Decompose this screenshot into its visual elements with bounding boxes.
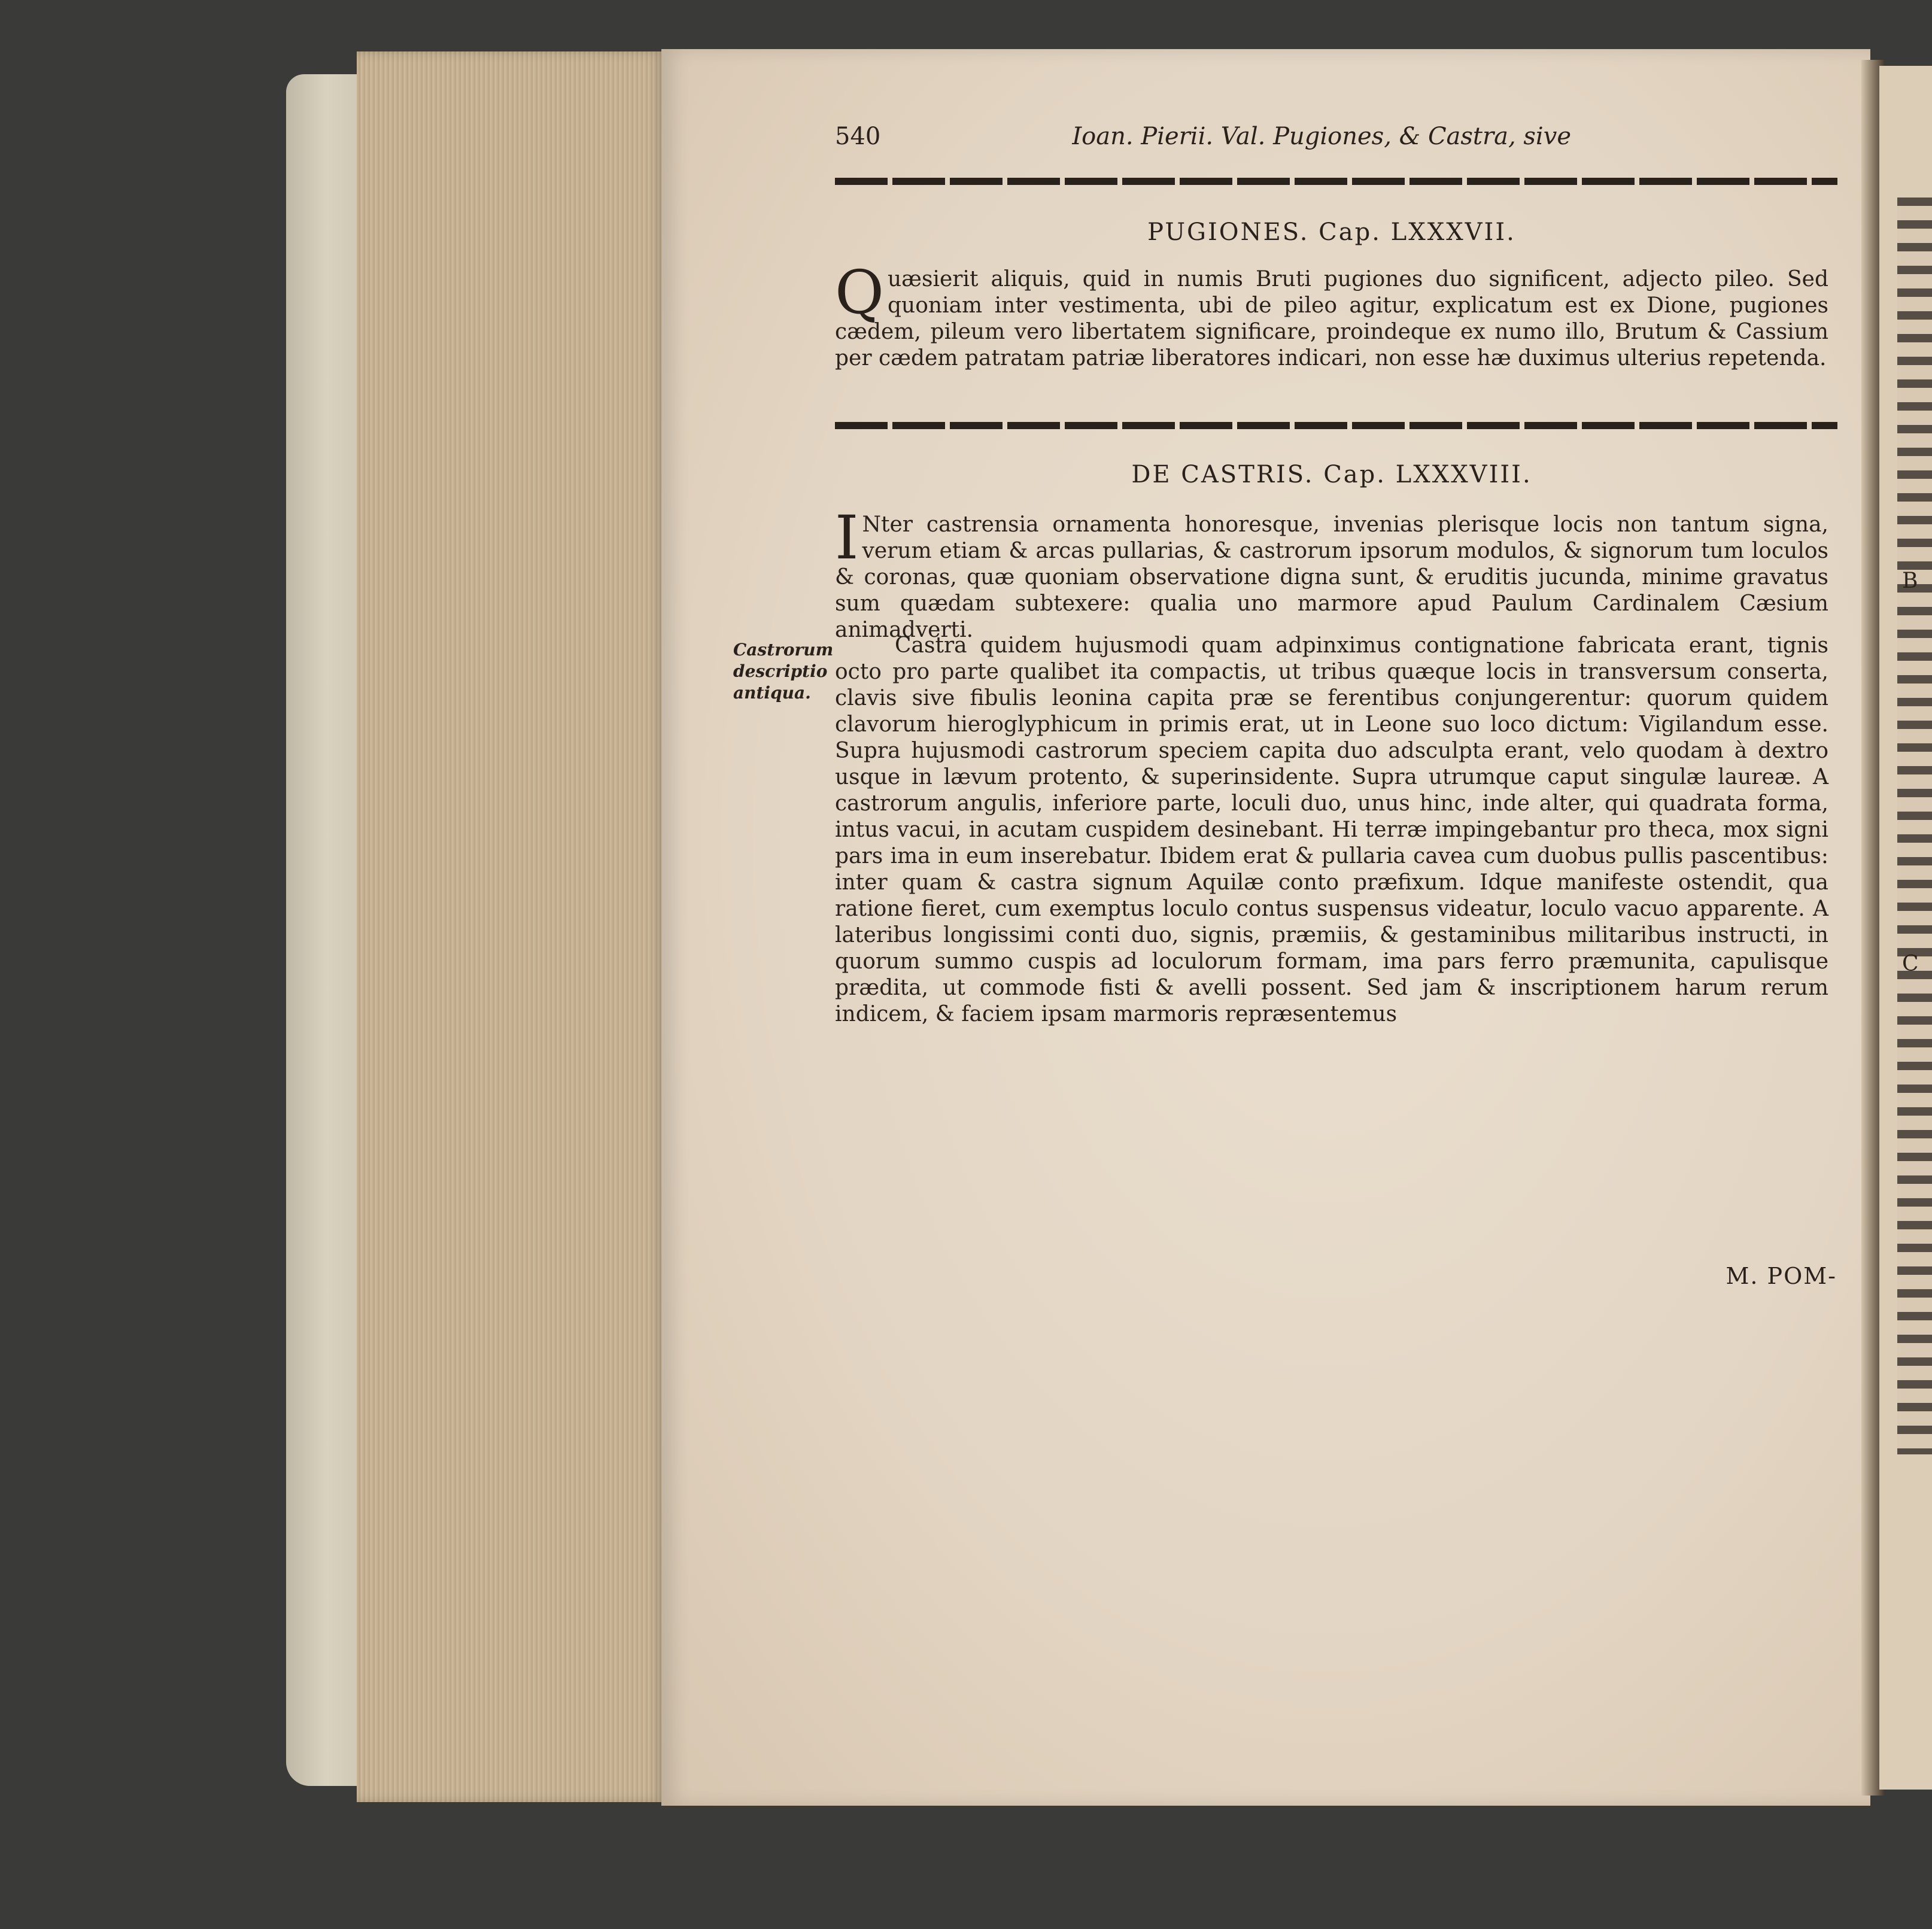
- chapter-paragraph: Castra quidem hujusmodi quam adpinximus contignatione fabricata erant, tignis octo pro parte qualibet ita compactis, ut tribus quæque locis in transversum conserta, clavis sive fibulis leonina capita præ se ferentibus conjungerentur: quorum quidem clavorum hieroglyphicum in primis erat, ut in Leone suo loco dictum: Vigilandum esse. Supra hujusmodi castrorum speciem capita duo adsculpta erant, velo quodam à dextro usque in lævum protento, & superinsidente. Supra utrumque caput singulæ laureæ. A castrorum angulis, inferiore parte, loculi duo, unus hinc, inde alter, qui quadrata forma, intus vacui, in acutam cuspidem desinebant. Hi terræ impingebantur pro theca, mox signi pars ima in eum inserebatur. Ibidem erat & pullaria cavea cum duobus pullis pascentibus: inter quam & castra signum Aquilæ conto præfixum. Idque manifeste ostendit, qua ratione fieret, cum exemptus loculo contus suspensus videatur, loculo vacuo apparente. A lateribus longissimi conti duo, signis, præmiis, & gestaminibus militaribus instructi, in quorum summo cuspis ad loculorum formam, ima pars ferro præmunita, capulisque prædita, ut commode fisti & avelli possent. Sed jam & inscriptionem harum rerum indicem, & faciem ipsam marmoris repræsentemus: [835, 633, 1828, 1026]
- running-title: Ioan. Pierii. Val. Pugiones, & Castra, sive: [1072, 123, 1571, 150]
- catchword: M. POM-: [1726, 1263, 1837, 1289]
- marginal-note: Castrorum descriptio antiqua.: [733, 640, 834, 703]
- right-margin-letter: B: [1902, 569, 1918, 593]
- drop-cap: I: [835, 503, 859, 573]
- drop-cap: Q: [835, 257, 884, 327]
- page-number: 540: [835, 123, 881, 150]
- right-margin-letter: C: [1902, 952, 1919, 976]
- chapter-heading: DE CASTRIS. Cap. LXXXVIII.: [1131, 461, 1532, 488]
- paragraph-text: uæsierit aliquis, quid in numis Bruti pugiones duo significent, adjecto pileo. Sed quoniam inter vestimenta, ubi de pileo agitur, explicatum est ex Dione, pugiones cædem, pileum vero libertatem significare, proindeque ex numo illo, Brutum & Cassium per cædem patratam patriæ liberatores indicari, non esse hæ duximus ulterius repetenda.: [835, 267, 1828, 370]
- chapter-heading: PUGIONES. Cap. LXXXVII.: [1147, 218, 1516, 246]
- ornamental-rule: [835, 422, 1837, 429]
- paragraph-text: Nter castrensia ornamenta honoresque, invenias plerisque locis non tantum signa, verum etiam & arcas pullarias, & castrorum ipsorum modulos, & signorum tum loculos & coronas, quæ quoniam observatione digna sunt, & eruditis jucunda, minime gravatus sum quædam subtexere: qualia uno marmore apud Paulum Cardinalem Cæsium animadverti.: [835, 512, 1828, 642]
- chapter-paragraph: [835, 503, 1828, 643]
- running-head: [835, 123, 1571, 159]
- woodcut-illustration-fragment: [1897, 198, 1932, 1454]
- chapter-paragraph: [835, 257, 1828, 372]
- ornamental-rule: [835, 178, 1837, 185]
- page-block-edge: [357, 51, 666, 1802]
